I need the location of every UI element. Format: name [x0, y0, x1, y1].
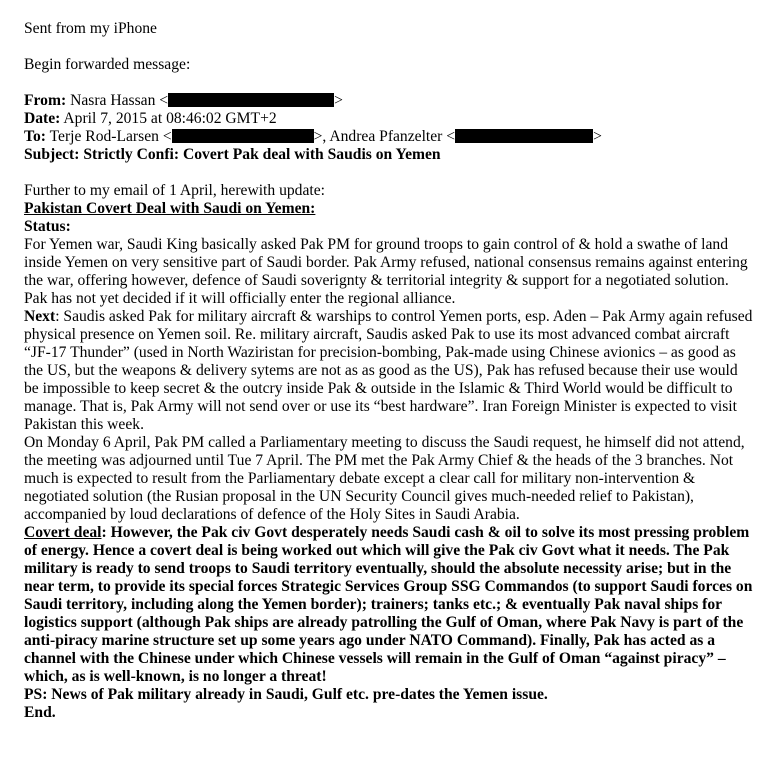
section-heading-text: Pakistan Covert Deal with Saudi on Yemen: [24, 200, 316, 217]
next-label: Next [24, 308, 56, 325]
sent-from-line: Sent from my iPhone [24, 20, 157, 37]
to-name-1: Terje Rod-Larsen [49, 128, 159, 145]
email-document [24, 20, 754, 722]
from-line: From: Nasra Hassan < > [24, 92, 343, 109]
subject-label: Subject: [24, 146, 80, 163]
date-value: April 7, 2015 at 08:46:02 GMT+2 [63, 110, 277, 127]
status-paragraph: For Yemen war, Saudi King basically asked Pak PM for ground troops to gain control of & hold a swathe of land inside Yemen on very sensitive part of Saudi border. Pak Army refused, national consensus remains against entering the war, offering however, defence of Saudi soverignty & territorial integrity & support for a negotiated solution. Pak has not yet decided if it will officially enter the regional alliance. [24, 236, 748, 307]
subject-value: Strictly Confi: Covert Pak deal with Saudis on Yemen [83, 146, 441, 163]
redacted-email-to-1 [172, 129, 314, 143]
spacer [24, 164, 754, 182]
from-label: From: [24, 92, 67, 109]
from-name: Nasra Hassan [70, 92, 156, 109]
next-paragraph [24, 308, 754, 434]
end-line: End. [24, 704, 56, 721]
date-label: Date: [24, 110, 61, 127]
to-line: To: Terje Rod-Larsen < >, Andrea Pfanzelter < > [24, 128, 602, 145]
ps-line: PS: News of Pak military already in Saudi, Gulf etc. pre-dates the Yemen issue. [24, 686, 548, 703]
spacer [24, 38, 754, 56]
covert-deal-paragraph [24, 524, 754, 686]
covert-deal-text: However, the Pak civ Govt desperately needs Saudi cash & oil to solve its most pressing problem of energy. Hence a covert deal is being worked out which will give the Pak civ Govt what it needs. The Pak military is ready to send troops to Saudi territory eventually, should the absolute necessity arise; but in the near term, to provide its special forces Strategic Services Group SSG Commandos (to support Saudi forces on Saudi territory, including along the Yemen border); trainers; tanks etc.; & eventually Pak naval ships for logistics support (although Pak ships are already patrolling the Gulf of Oman, where Pak Navy is part of the anti-piracy marine structure set up some years ago under NATO Command). Finally, Pak has acted as a channel with the Chinese under which Chinese vessels will remain in the Gulf of Oman “against piracy” – which, as is well-known, is no longer a threat! [24, 524, 753, 685]
forwarded-line: Begin forwarded message: [24, 56, 191, 73]
to-name-2: , Andrea Pfanzelter [322, 128, 443, 145]
covert-deal-label: Covert deal [24, 524, 102, 541]
date-line [24, 110, 754, 128]
intro-line: Further to my email of 1 April, herewith update: [24, 182, 325, 199]
section-heading [24, 200, 754, 218]
redacted-email-from [168, 93, 334, 107]
parliament-paragraph: On Monday 6 April, Pak PM called a Parliamentary meeting to discuss the Saudi request, he himself did not attend, the meeting was adjourned until Tue 7 April. The PM met the Pak Army Chief & the heads of the 3 branches. Not much is expected to result from the Parliamentary debate except a clear call for military non-intervention & negotiated solution (the Rusian proposal in the UN Security Council gives much-needed relief to Pakistan), accompanied by loud declarations of defence of the Holy Sites in Saudi Arabia. [24, 434, 745, 523]
to-label: To: [24, 128, 46, 145]
covert-deal-colon: : [101, 524, 107, 541]
redacted-email-to-2 [455, 129, 593, 143]
next-text: : Saudis asked Pak for military aircraft & warships to control Yemen ports, esp. Aden – Pak Army again refused physical presence on Yemen soil. Re. military aircraft, Saudis asked Pak to use its most advanced combat aircraft “JF-17 Thunder” (used in North Waziristan for precision-bombing, Pak-made using Chinese avionics – as good as the US, but the weapons & delivery sytems are not as as good as the US), Pak has refused because their use would be impossible to keep secret & the outcry inside Pak & outside in the Islamic & Third World would be difficult to manage. That is, Pak Army will not send over or use its “best hardware”. Iran Foreign Minister is expected to visit Pakistan this week. [24, 308, 753, 433]
status-label: Status: [24, 218, 71, 235]
subject-line [24, 146, 754, 164]
spacer [24, 74, 754, 92]
